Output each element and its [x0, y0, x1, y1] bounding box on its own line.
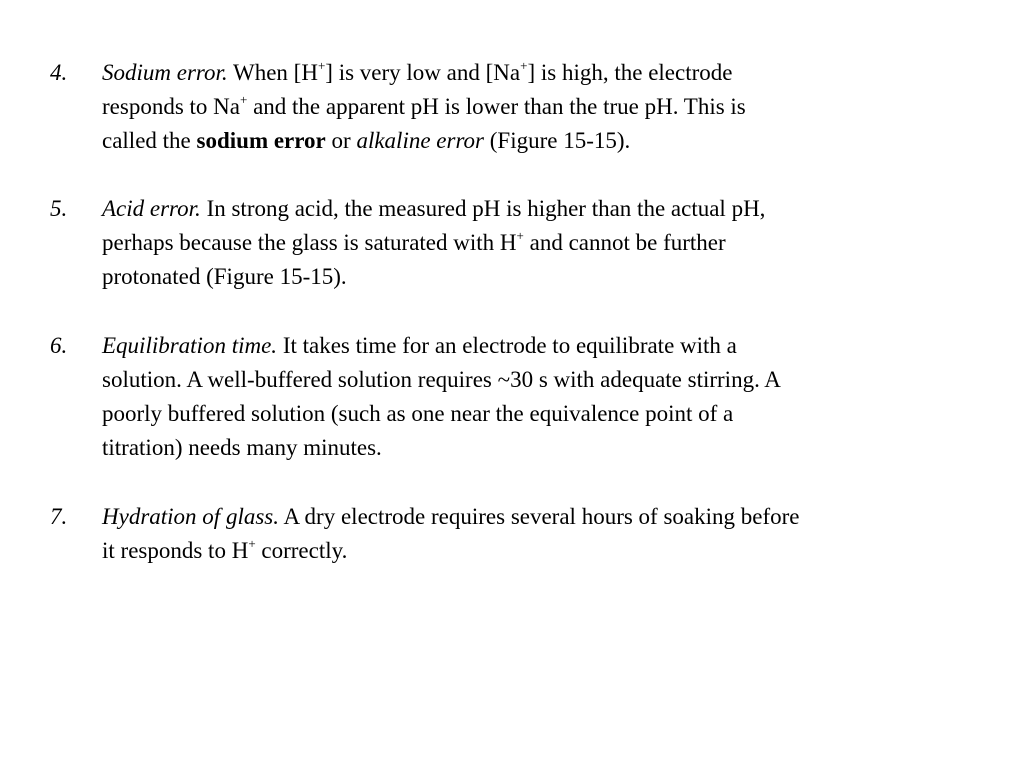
- item-term: Hydration of glass.: [102, 504, 279, 529]
- list-item-sodium-error: [50, 56, 980, 158]
- item-number: 7.: [50, 504, 68, 529]
- item-number: 6.: [50, 333, 68, 358]
- item-body: Sodium error. When [H+] is very low and [Na+] is high, the electrode responds to Na+ and the apparent pH is lower than the true pH. This is called the sodium error or alkaline error (Figure 15-15).: [102, 58, 746, 153]
- list-item-acid-error: [50, 192, 980, 294]
- list-item-equilibration-time: [50, 329, 980, 465]
- list-item-hydration-of-glass: [50, 500, 980, 568]
- item-number: 4.: [50, 60, 68, 85]
- item-body: Hydration of glass. A dry electrode requires several hours of soaking before it responds to H+ correctly.: [102, 504, 800, 563]
- item-body: Equilibration time. It takes time for an electrode to equilibrate with a solution. A well-buffered solution requires ~30 s with adequate stirring. A poorly buffered solution (such as one near the equivalence point of a titration) needs many minutes.: [102, 333, 781, 460]
- item-term: Equilibration time.: [102, 333, 278, 358]
- item-term: Sodium error.: [102, 60, 228, 85]
- item-number: 5.: [50, 196, 68, 221]
- bold-term: sodium error: [196, 128, 326, 153]
- item-term: Acid error.: [102, 196, 201, 221]
- item-body: Acid error. In strong acid, the measured pH is higher than the actual pH, perhaps because the glass is saturated with H+ and cannot be further protonated (Figure 15-15).: [102, 196, 766, 289]
- italic-term: alkaline error: [356, 128, 484, 153]
